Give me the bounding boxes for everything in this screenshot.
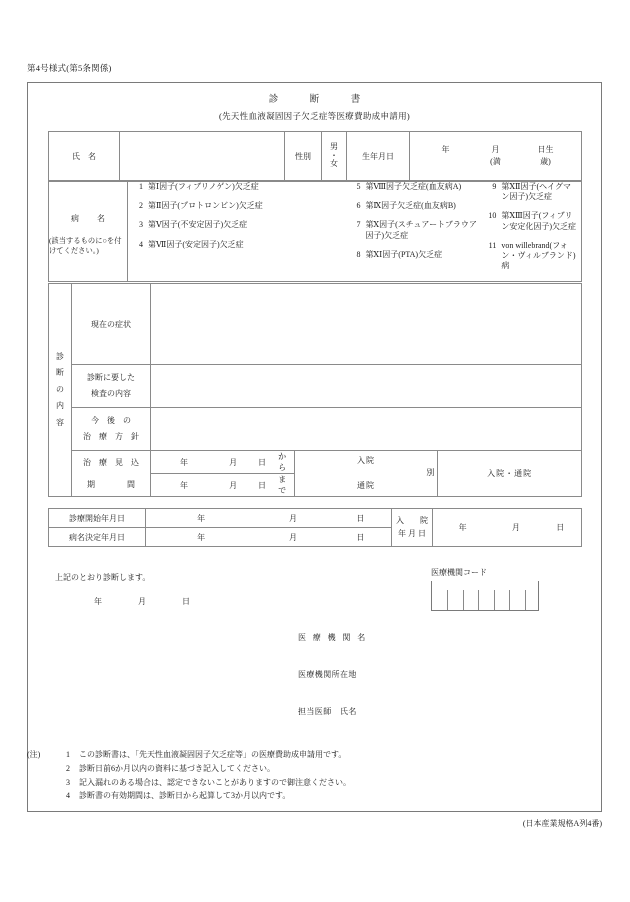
item-label: 第ⅩⅠ因子(PTA)欠乏症 [365, 249, 443, 259]
note-text: この診断書は、「先天性血液凝固因子欠乏症等」の医療費助成申請用です。 [79, 750, 347, 759]
item-number: 5 [356, 182, 361, 191]
disease-list [128, 182, 582, 282]
list-item[interactable] [481, 182, 576, 202]
inout-label-inpatient: 入院 [356, 455, 375, 465]
name-label: 氏 名 [49, 132, 120, 181]
note-number: 3 [66, 777, 70, 787]
list-item[interactable] [128, 201, 345, 211]
birth-month: 月 [491, 144, 500, 154]
period-to-suffix: ま で [278, 475, 299, 495]
note-spacer [27, 776, 57, 790]
code-divider [525, 590, 526, 610]
item-label: 第Ⅴ因子(不安定因子)欠乏症 [148, 220, 248, 230]
current-symptoms-label: 現在の症状 [72, 284, 151, 365]
birth-year: 年 [441, 144, 450, 154]
item-number: 8 [356, 249, 361, 259]
sig-day: 日 [182, 597, 190, 606]
item-number: 9 [492, 182, 497, 191]
note-spacer [27, 789, 57, 803]
code-divider [447, 590, 448, 610]
note-text: 診断日前6か月以内の資料に基づき記入してください。 [79, 763, 275, 773]
item-number: 10 [488, 211, 497, 221]
diagnosis-section [48, 283, 582, 497]
item-label: 第Ⅷ因子欠乏症(血友病A) [365, 182, 462, 191]
sig-month: 月 [138, 597, 146, 606]
period-from-month: 月 [229, 457, 238, 467]
gender-label: 性別 [285, 132, 322, 181]
page-subtitle: (先天性血液凝固因子欠乏症等医療費助成申請用) [218, 111, 411, 121]
signature-date-input[interactable] [94, 596, 190, 607]
code-divider [509, 590, 510, 610]
list-item[interactable] [345, 182, 481, 192]
page-title: 診 断 書 [268, 95, 372, 105]
age-open: (満 [490, 157, 501, 166]
start-month: 月 [289, 513, 297, 523]
note-number: 2 [66, 763, 70, 773]
exam-label-line2: 検査の内容 [91, 389, 131, 398]
plan-label-line1: 今 後 の [91, 416, 131, 425]
v-char-3: の [56, 384, 64, 394]
admission-year: 年 [458, 523, 467, 532]
note-spacer [27, 762, 57, 776]
decide-year: 年 [197, 532, 206, 542]
v-char-2: 断 [56, 368, 64, 378]
item-number: 11 [488, 240, 497, 250]
notes-header: (注) [27, 750, 41, 759]
period-from-year: 年 [179, 457, 188, 467]
period-to-day: 日 [257, 480, 266, 490]
institution-code-input[interactable] [431, 581, 539, 611]
period-to-month: 月 [229, 480, 238, 490]
item-label: 第Ⅹ因子(スチュアートブラウア因子)欠乏症 [365, 220, 477, 240]
item-number: 7 [356, 220, 361, 230]
period-to-row[interactable] [151, 474, 299, 497]
treatment-period-label-line1: 治 療 見 込 [72, 451, 151, 474]
admission-day: 日 [556, 523, 565, 532]
treatment-start-input[interactable] [146, 509, 392, 528]
disease-label: 病 名 [71, 213, 110, 223]
disease-column-1 [128, 182, 345, 259]
disease-section [48, 181, 582, 282]
item-label: von willebrand(フォン・ヴィルブランド)病 [501, 240, 576, 271]
start-day: 日 [356, 513, 365, 523]
note-text: 診断書の有効期間は、診断日から起算して3か月以内です。 [79, 791, 291, 801]
paper-standard-footer: (日本産業規格A列4番) [522, 819, 602, 828]
note-item [27, 762, 602, 776]
note-item [27, 748, 602, 762]
period-to-year: 年 [179, 480, 188, 490]
treatment-period-label-line2: 期 間 [72, 474, 151, 497]
disease-column-3 [481, 182, 576, 281]
item-number: 2 [139, 201, 143, 211]
item-number: 4 [139, 239, 143, 249]
plan-label-line2: 治 療 方 針 [83, 432, 139, 441]
gender-male[interactable]: 男 [330, 142, 338, 152]
item-label: 第Ⅸ因子欠乏症(血友病B) [365, 201, 456, 211]
admission-date-input[interactable] [433, 509, 582, 547]
list-item[interactable] [345, 220, 481, 240]
list-item[interactable] [128, 182, 345, 192]
identity-section [48, 131, 582, 181]
disease-instruction: (該当するものに○を付けてください。) [49, 235, 122, 256]
exam-label-line1: 診断に要した [87, 373, 135, 382]
name-input[interactable] [120, 132, 285, 181]
period-from-row[interactable] [151, 451, 299, 474]
note-number: 1 [66, 750, 70, 759]
inout-type-label [294, 451, 438, 497]
item-number: 6 [356, 201, 361, 211]
admission-label-line1: 入 院 [396, 516, 428, 526]
notes-section [27, 748, 602, 803]
birthdate-input[interactable] [410, 132, 582, 181]
treatment-plan-label [72, 408, 151, 451]
admission-date-label [392, 509, 433, 547]
diagnosis-date-input[interactable] [146, 528, 392, 547]
list-item[interactable] [481, 241, 576, 272]
gender-options[interactable] [322, 132, 347, 181]
code-divider [463, 590, 464, 610]
exam-content-input[interactable] [151, 365, 582, 408]
period-from-day: 日 [257, 457, 266, 467]
gender-separator: ・ [330, 150, 338, 160]
diagnosis-date-label: 病名決定年月日 [49, 528, 146, 547]
decide-day: 日 [356, 532, 365, 542]
treatment-start-label: 診療開始年月日 [49, 509, 146, 528]
inout-label-outpatient: 通院 [356, 480, 375, 490]
list-item[interactable] [345, 201, 481, 211]
diagnosis-vertical-label [49, 284, 72, 497]
item-label: 第Ⅰ因子(フィブリノゲン)欠乏症 [148, 182, 259, 191]
note-item [27, 789, 602, 803]
note-text: 記入漏れのある場合は、認定できないことがありますので御注意ください。 [79, 777, 351, 787]
v-char-4: 内 [56, 401, 64, 411]
birth-day: 日生 [537, 144, 554, 154]
period-from-suffix: か ら [278, 452, 299, 472]
list-item[interactable] [128, 240, 345, 250]
admission-label-line2: 年 月 日 [398, 528, 426, 538]
institution-address-label: 医療機関所在地 [298, 670, 357, 679]
disease-label-cell [49, 182, 128, 282]
item-label: 第Ⅶ因子(安定因子)欠乏症 [148, 239, 244, 249]
birthdate-label: 生年月日 [347, 132, 410, 181]
item-label: 第ⅩⅡ因子(ヘイグマン因子)欠乏症 [501, 182, 571, 202]
list-item[interactable] [345, 250, 481, 260]
signature-section [48, 570, 582, 725]
list-item[interactable] [128, 220, 345, 230]
institution-name-label: 医 療 機 関 名 [298, 633, 368, 642]
age-unit: 歳) [540, 157, 551, 166]
sig-year: 年 [94, 597, 102, 606]
decide-month: 月 [289, 532, 297, 542]
form-frame [27, 82, 602, 812]
dates-section [48, 508, 582, 547]
institution-code-label: 医療機関コード [431, 568, 487, 577]
item-label: 第ⅩⅢ因子(フィブリン安定化因子)欠乏症 [501, 211, 576, 231]
start-year: 年 [197, 513, 206, 523]
certification-statement: 上記のとおり診断します。 [55, 573, 151, 582]
code-divider [478, 590, 479, 610]
inout-type-value[interactable]: 入院・通院 [438, 451, 582, 497]
item-number: 3 [139, 220, 143, 230]
item-label: 第Ⅱ因子(プロトロンビン)欠乏症 [148, 201, 263, 211]
v-char-1: 診 [56, 352, 64, 362]
v-char-5: 容 [56, 417, 64, 427]
item-number: 1 [139, 182, 143, 191]
treatment-plan-input[interactable] [151, 408, 582, 451]
code-divider [494, 590, 495, 610]
current-symptoms-input[interactable] [151, 284, 582, 365]
inout-label-kind: 別 [426, 468, 435, 478]
disease-column-2 [345, 182, 481, 269]
exam-content-label [72, 365, 151, 408]
title-block [28, 91, 601, 122]
list-item[interactable] [481, 211, 576, 231]
admission-month: 月 [511, 523, 520, 532]
doctor-name-label: 担当医師 氏名 [298, 707, 357, 716]
note-number: 4 [66, 791, 70, 801]
note-item [27, 776, 602, 790]
form-number: 第4号様式(第5条関係) [27, 63, 112, 73]
gender-female[interactable]: 女 [330, 159, 338, 169]
